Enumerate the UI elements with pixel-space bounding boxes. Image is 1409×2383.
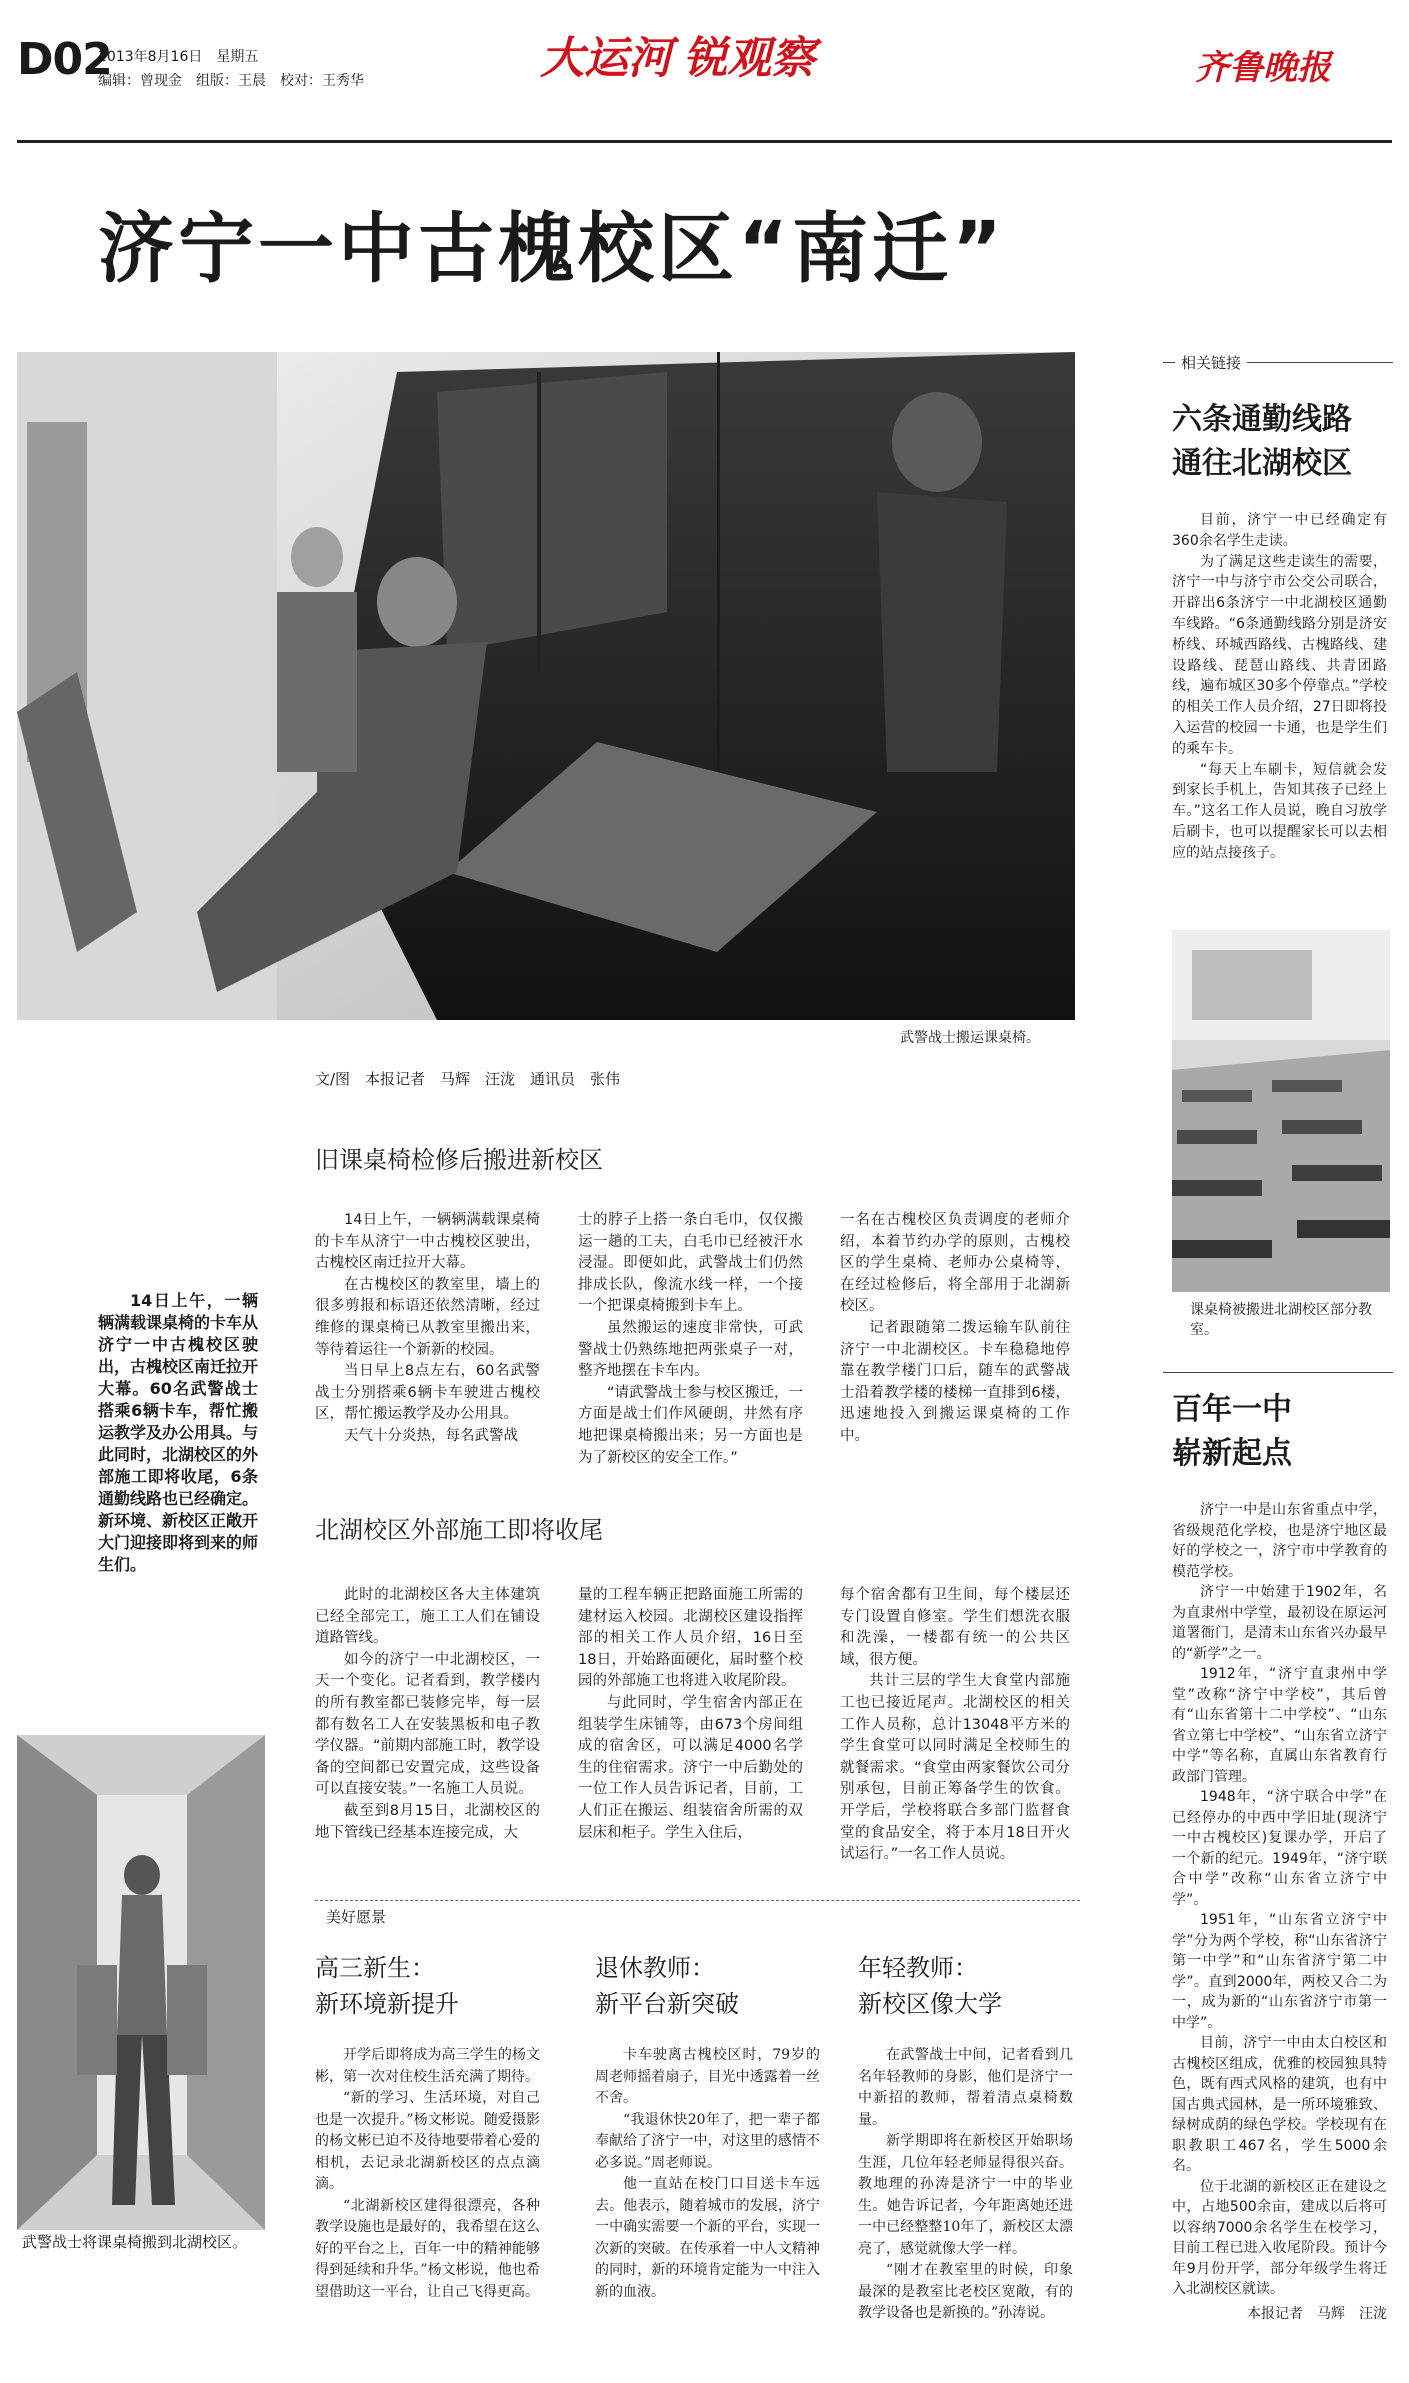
page-number: D02 <box>17 34 112 85</box>
wish1-title <box>315 1950 459 2022</box>
paragraph: 虽然搬运的速度非常快，可武警战士仍熟练地把两张桌子一对，整齐地摆在卡车内。 <box>578 1319 803 1380</box>
wish1-title-line2: 新环境新提升 <box>315 1990 459 2018</box>
paragraph: 他一直站在校门口目送卡车远去。他表示，随着城市的发展，济宁一中确实需要一个新的平台，实现一次新的突破。在传承着一中人文精神的同时，新的环境肯定能为一中注入新的血液。 <box>595 2176 820 2300</box>
wish1-title-line1: 高三新生： <box>315 1954 435 1982</box>
paragraph: 当日早上8点左右，60名武警战士分别搭乘6辆卡车驶进古槐校区，帮忙搬运教学及办公用具。 <box>315 1363 540 1423</box>
sidebar-article2-title-line1: 百年一中 <box>1172 1392 1292 1427</box>
wishes-top-rule <box>315 1900 1080 1901</box>
sidebar-article1-body <box>1172 510 1387 864</box>
paragraph: 每个宿舍都有卫生间，每个楼层还专门设置自修室。学生们想洗衣服和洗澡，一楼都有统一的公共区域，很方便。 <box>840 1587 1070 1668</box>
paragraph: 量的工程车辆正把路面施工所需的建材运入校园。北湖校区建设指挥部的相关工作人员介绍，16日至18日，开始路面硬化，届时整个校园的外部施工也将进入收尾阶段。 <box>578 1587 803 1690</box>
section2-title: 北湖校区外部施工即将收尾 <box>315 1516 603 1544</box>
paragraph: 1948年，“济宁联合中学”在已经停办的中西中学旧址(现济宁一中古槐校区)复课办学，开启了一个新的纪元。1949年，“济宁联合中学”改称“山东省立济宁中学”。 <box>1172 1789 1387 1908</box>
sidebar-photo-caption: 课桌椅被搬进北湖校区部分教室。 <box>1190 1302 1372 1338</box>
wish3-body <box>858 2045 1073 2325</box>
left-photo-caption: 武警战士将课桌椅搬到北湖校区。 <box>22 2233 248 2251</box>
paragraph: 位于北湖的新校区正在建设之中，占地500余亩，建成以后将可以容纳7000余名学生在校学习，目前工程已进入收尾阶段。预计今年9月份开学，部分年级学生将迁入北湖校区就读。 <box>1172 2178 1387 2297</box>
sidebar-article1-title-line1: 六条通勤线路 <box>1172 402 1352 437</box>
byline: 文/图 本报记者 马辉 汪泷 通讯员 张伟 <box>315 1070 621 1088</box>
paragraph: 记者跟随第二拨运输车队前往济宁一中北湖校区。卡车稳稳地停靠在教学楼门口后，随车的武警战士沿着教学楼的楼梯一直排到6楼，迅速地投入到搬运课桌椅的工作中。 <box>840 1319 1070 1444</box>
paragraph: 1951年，“山东省立济宁中学”分为两个学校，称“山东省济宁第一中学”和“山东省济宁第二中学”。直到2000年，两校又合二为一，成为新的“山东省济宁市第一中学”。 <box>1172 1912 1387 2031</box>
sidebar-label-box <box>1163 352 1393 374</box>
headline: 济宁一中古槐校区“南迁” <box>98 204 1006 293</box>
paragraph: 济宁一中始建于1902年，名为直隶州中学堂，最初设在原运河道署衙门，是清末山东省兴办最早的“新学”之一。 <box>1172 1584 1387 1662</box>
lead-text: 14日上午，一辆辆满载课桌椅的卡车从济宁一中古槐校区驶出，古槐校区南迁拉开大幕。60名武警战士搭乘6辆卡车，帮忙搬运教学及办公用具。与此同时，北湖校区的外部施工即将收尾，6条通勤线路也已经确定。新环境、新校区正敞开大门迎接即将到来的师生们。 <box>98 1291 259 1574</box>
column-logo <box>540 22 815 82</box>
paragraph: 士的脖子上搭一条白毛巾，仅仅搬运一趟的工夫，白毛巾已经被汗水浸湿。即便如此，武警战士们仍然排成长队，像流水线一样，一个接一个把课桌椅搬到卡车上。 <box>578 1212 803 1315</box>
wish3-title <box>858 1950 1002 2022</box>
lead-paragraph <box>98 1290 258 1576</box>
paragraph: 新学期即将在新校区开始职场生涯，几位年轻老师显得很兴奋。教地理的孙涛是济宁一中的毕业生。她告诉记者，今年距离她还进一中已经整整10年了，新校区太漂亮了，感觉就像大学一样。 <box>858 2133 1073 2257</box>
wishes-label: 美好愿景 <box>320 1906 392 1927</box>
sidebar-label: 相关链接 <box>1175 352 1247 373</box>
section2-col1 <box>315 1585 540 1844</box>
sidebar-article2-title <box>1172 1388 1292 1476</box>
wish2-title-line1: 退休教师： <box>595 1954 715 1982</box>
paragraph: 与此同时，学生宿舍内部正在组装学生床铺等，由673个房间组成的宿舍区，可以满足4000名学生的住宿需求。济宁一中后勤处的一位工作人员告诉记者，目前，工人们正在搬运、组装宿舍所需的双层床和柜子。学生入住后， <box>578 1694 803 1841</box>
column-logo-title: 锐观察 <box>683 33 816 84</box>
paragraph: “请武警战士参与校区搬迁，一方面是战士们作风硬朗，井然有序地把课桌椅搬出来；另一方面也是为了新校区的安全工作。” <box>578 1384 804 1466</box>
editor-credits: 编辑：曾现金 组版：王晨 校对：王秀华 <box>98 73 364 89</box>
paragraph: 卡车驶离古槐校区时，79岁的周老师摇着扇子，目光中透露着一丝不舍。 <box>595 2047 820 2106</box>
paragraph: “北湖新校区建得很漂亮，各种教学设施也是最好的，我希望在这么好的平台之上，百年一中的精神能够得到延续和升华。”杨文彬说，他也希望借助这一平台，让自己飞得更高。 <box>315 2197 540 2300</box>
paragraph: “每天上车刷卡，短信就会发到家长手机上，告知其孩子已经上车。”这名工作人员说，晚自习放学后刷卡，也可以提醒家长可以去相应的站点接孩子。 <box>1172 761 1387 861</box>
sidebar-divider <box>1163 1372 1393 1373</box>
paragraph: 如今的济宁一中北湖校区，一天一个变化。记者看到，教学楼内的所有教室都已装修完毕，每一层都有数名工人在安装黑板和电子教学仪器。“前期内部施工时，教学设备的空间都已安置完成，这些设备可以直接安装。”一名施工人员说。 <box>315 1651 541 1798</box>
sidebar-photo <box>1172 930 1390 1292</box>
paragraph: 天气十分炎热，每名武警战 <box>344 1427 518 1444</box>
section1-title: 旧课桌椅检修后搬进新校区 <box>315 1146 603 1174</box>
section1-col3 <box>840 1210 1070 1448</box>
section1-col1 <box>315 1210 540 1448</box>
section2-col2 <box>578 1585 803 1844</box>
sidebar-article1-title-line2: 通往北湖校区 <box>1172 446 1352 481</box>
paragraph: 在古槐校区的教室里，墙上的很多剪报和标语还依然清晰，经过维修的课桌椅已从教室里搬出来，等待着运往一个新新的校园。 <box>315 1276 540 1358</box>
paragraph: 1912年，“济宁直隶州中学堂”改称“济宁中学校”，其后曾有“山东省第十二中学校”、“山东省立第七中学校”、“山东省立济宁中学”等名称，直属山东省教育行政部门管理。 <box>1172 1666 1387 1785</box>
paragraph: 截至到8月15日，北湖校区的地下管线已经基本连接完成，大 <box>315 1802 540 1841</box>
section2-col3 <box>840 1585 1070 1866</box>
newspaper-logo: 齐鲁晚报 <box>1195 48 1331 88</box>
issue-date: 2013年8月16日 星期五 <box>98 49 259 65</box>
wish2-body <box>595 2045 820 2303</box>
wish2-title <box>595 1950 739 2022</box>
sidebar-article2-body <box>1172 1500 1387 2324</box>
section1-col2 <box>578 1210 803 1469</box>
paragraph: “刚才在教室里的时候，印象最深的是教室比老校区宽敞，有的教学设备也是新换的。”孙涛说。 <box>858 2262 1073 2321</box>
paragraph: 14日上午，一辆辆满载课桌椅的卡车从济宁一中古槐校区驶出，古槐校区南迁拉开大幕。 <box>315 1212 540 1272</box>
paragraph: 为了满足这些走读生的需要，济宁一中与济宁市公交公司联合，开辟出6条济宁一中北湖校区通勤车线路。“6条通勤线路分别是济安桥线、环城西路线、古槐路线、建设路线、琵琶山路线、共青团路线，遍布城区30多个停靠点。”学校的相关工作人员介绍，27日即将投入运营的校园一卡通，也是学生们的乘车卡。 <box>1172 553 1387 757</box>
column-logo-red: 大运河 <box>540 33 672 84</box>
main-photo-image <box>17 352 1075 1020</box>
paragraph: 此时的北湖校区各大主体建筑已经全部完工，施工工人们在铺设道路管线。 <box>315 1587 540 1647</box>
main-photo-caption: 武警战士搬运课桌椅。 <box>900 1030 1040 1046</box>
paragraph: 济宁一中是山东省重点中学，省级规范化学校，也是济宁地区最好的学校之一，济宁市中学教育的模范学校。 <box>1172 1502 1387 1580</box>
sidebar-photo-image <box>1172 930 1390 1292</box>
left-photo <box>17 1735 265 2230</box>
paragraph: “新的学习、生活环境，对自己也是一次提升。”杨文彬说。随爱摄影的杨文彬已迫不及待地要带着心爱的相机，去记录北湖新校区的点点滴滴。 <box>315 2090 540 2192</box>
left-photo-image <box>17 1735 265 2230</box>
paragraph: 一名在古槐校区负责调度的老师介绍，本着节约办学的原则，古槐校区的学生桌椅、老师办公桌椅等，在经过检修后，将全部用于北湖新校区。 <box>840 1212 1070 1315</box>
paragraph: 在武警战士中间，记者看到几名年轻教师的身影，他们是济宁一中新招的教师，帮着清点桌椅数量。 <box>858 2047 1073 2128</box>
sidebar-article2-byline: 本报记者 马辉 汪泷 <box>1247 2305 1387 2322</box>
paragraph: 开学后即将成为高三学生的杨文彬，第一次对住校生活充满了期待。 <box>315 2047 540 2085</box>
paragraph: “我退休快20年了，把一辈子都奉献给了济宁一中，对这里的感情不必多说。”周老师说。 <box>595 2111 820 2171</box>
paragraph: 目前，济宁一中由太白校区和古槐校区组成，优雅的校园独具特色，既有西式风格的建筑，也有中国古典式园林，是一所环境雅致、绿树成荫的绿色学校。学校现有在职教职工467名，学生5000余名。 <box>1172 2035 1387 2174</box>
main-photo <box>17 352 1075 1020</box>
sidebar-article2-title-line2: 崭新起点 <box>1172 1436 1292 1471</box>
wish2-title-line2: 新平台新突破 <box>595 1990 739 2018</box>
paragraph: 目前，济宁一中已经确定有360余名学生走读。 <box>1172 512 1387 549</box>
paragraph: 共计三层的学生大食堂内部施工也已接近尾声。北湖校区的相关工作人员称，总计13048平方米的学生食堂可以同时满足全校师生的就餐需求。“食堂由两家餐饮公司分别承包，目前正筹备学生的饮食。开学后，学校将联合多部门监督食堂的食品安全，将于本月18日开火试运行。”一名工作人员说。 <box>840 1673 1070 1863</box>
wish3-title-line2: 新校区像大学 <box>858 1990 1002 2018</box>
sidebar-article1-title <box>1172 398 1352 486</box>
wish1-body <box>315 2045 540 2303</box>
masthead-rule <box>17 140 1392 143</box>
wish3-title-line1: 年轻教师： <box>858 1954 978 1982</box>
